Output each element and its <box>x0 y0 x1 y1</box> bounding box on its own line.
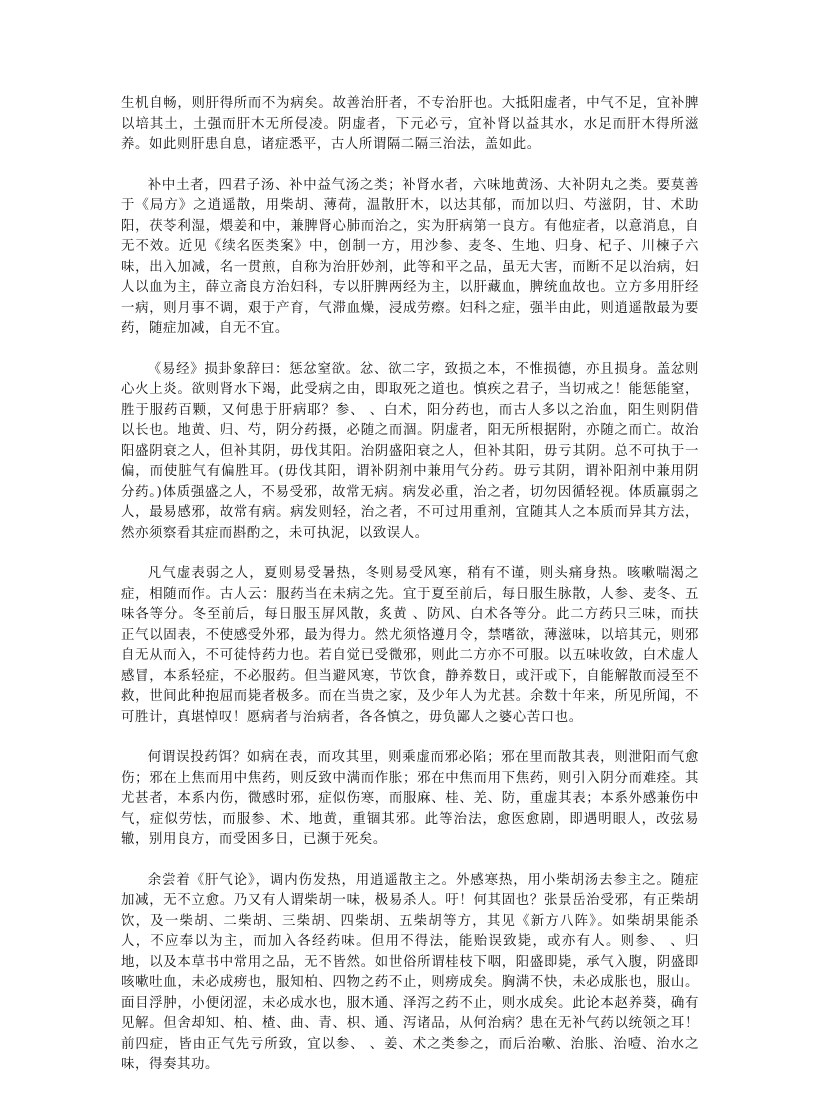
paragraph-3: 《易经》损卦象辞曰：惩忿窒欲。忿、欲二字，致损之本，不惟损德，亦且损身。盖忿则心火上炎。欲则肾水下竭，此受病之由，即取死之道也。慎疾之君子，当切戒之！能惩能窒，胜于服药百颗，又何患于肝病耶？参、 、白术，阳分药也，而古人多以之治血，阳生则阴借以长也。地黄、归、芍，阴分药摄，必随之而涸。阴虚者，阳无所根据附，亦随之而亡。故治阳盛阴衰之人，但补其阴，毋伐其阳。治阴盛阳衰之人，但补其阳，毋亏其阴。总不可执于一偏，而使脏气有偏胜耳。(毋伐其阳，谓补阴剂中兼用气分药。毋亏其阴，谓补阳剂中兼用阴分药。)体质强盛之人，不易受邪，故常无病。病发必重，治之者，切勿因循轻视。体质羸弱之人，最易感邪，故常有病。病发则轻，治之者，不可过用重剂，宜随其人之本质而异其方法，然亦须察看其症而斟酌之，未可执泥，以致误人。 <box>121 361 699 541</box>
paragraph-5: 何谓误投药饵？如病在表，而攻其里，则乘虚而邪必陷；邪在里而散其表，则泄阳而气愈伤；邪在上焦而用中焦药，则反致中满而作胀；邪在中焦而用下焦药，则引入阴分而难痊。其尤甚者，本系内伤，微感时邪，症似伤寒，而服麻、桂、羌、防，重虚其表；本系外感兼伤中气，症似劳怯，而服参、术、地黄，重锢其邪。此等治法，愈医愈剧，即遇明眼人，改弦易辙，别用良方，而受困多日，已濒于死矣。 <box>121 750 699 847</box>
paragraph-4: 凡气虚表弱之人，夏则易受暑热，冬则易受风寒，稍有不谨，则头痛身热。咳嗽喘渴之症，相随而作。古人云：服药当在未病之先。宜于夏至前后，每日服生脉散，人参、麦冬、五味各等分。冬至前后，每日服玉屏风散，炙黄 、防风、白术各等分。此二方药只三味，而扶正气以固表，不使感受外邪，最为得力。然尤须恪遵月令，禁嗜欲，薄滋味，以培其元，则邪自无从而入，不可徒恃药力也。若自觉已受微邪，则此二方亦不可服。以五味收敛，白术虚人感冒，本系轻症，不必服药。但当避风寒，节饮食，静养数日，或汗或下，自能解散而浸至不救，世间此种抱屈而毙者极多。而在当贵之家，及少年人为尤甚。余数十年来，所见所闻，不可胜计，真堪悼叹！愿病者与治病者，各各慎之，毋负鄙人之婆心苦口也。 <box>121 566 699 725</box>
paragraph-1: 生机自畅，则肝得所而不为病矣。故善治肝者，不专治肝也。大抵阳虚者，中气不足，宜补脾以培其土，土强而肝木无所侵凌。阴虚者，下元必亏，宜补肾以益其水，水足而肝木得所滋养。如此则肝患自息，诸症悉平，古人所谓隔二隔三治法，盖如此。 <box>121 96 699 152</box>
body-text <box>121 94 699 1096</box>
paragraph-2: 补中土者，四君子汤、补中益气汤之类；补肾水者，六味地黄汤、大补阴丸之类。要莫善于《局方》之逍遥散，用柴胡、薄荷，温散肝木，以达其郁，而加以归、芍滋阴，甘、术助阳，茯苓利湿，煨姜和中，兼脾肾心肺而治之，实为肝病第一良方。有他症者，以意消息，自无不效。近见《续名医类案》中，创制一方，用沙参、麦冬、生地、归身、杞子、川楝子六味，出入加减，名一贯煎，自称为治肝妙剂，此等和平之品，虽无大害，而断不足以治病，妇人以血为主，薛立斋良方治妇科，专以肝脾两经为主，以肝藏血，脾统血故也。立方多用肝经一病，则月事不调，艰于产育，气滞血燥，浸成劳瘵。妇科之症，强半由此，则逍遥散最为要药，随症加减，自无不宜。 <box>121 177 699 336</box>
paragraph-6: 余尝着《肝气论》，调内伤发热，用逍遥散主之。外感寒热，用小柴胡汤去参主之。随症加减，无不立愈。乃又有人谓柴胡一味，极易杀人。吁！何其固也？张景岳治受邪，有正柴胡饮，及一柴胡、二柴胡、三柴胡、四柴胡、五柴胡等方，其见《新方八阵》。如柴胡果能杀人，不应奉以为主，而加入各经药味。但用不得法，能贻误致毙，或亦有人。则参、 、归地，以及本草书中常用之品，无不皆然。如世俗所谓桂枝下咽，阳盛即毙，承气入腹，阴盛即咳嗽吐血，未必成痨也，服知柏、四物之药不止，则痨成矣。胸满不快，未必成胀也，服山。面目浮肿，小便闭涩，未必成水也，服木通、泽泻之药不止，则水成矣。此论本赵养葵，确有见解。但舍却知、柏、楂、曲、青、枳、通、泻诸品，从何治病？患在无补气药以统领之耳！前四症，皆由正气先亏所致，宜以参、 、姜、术之类参之，而后治嗽、治胀、治噎、治水之味，得奏其功。 <box>121 872 699 1072</box>
